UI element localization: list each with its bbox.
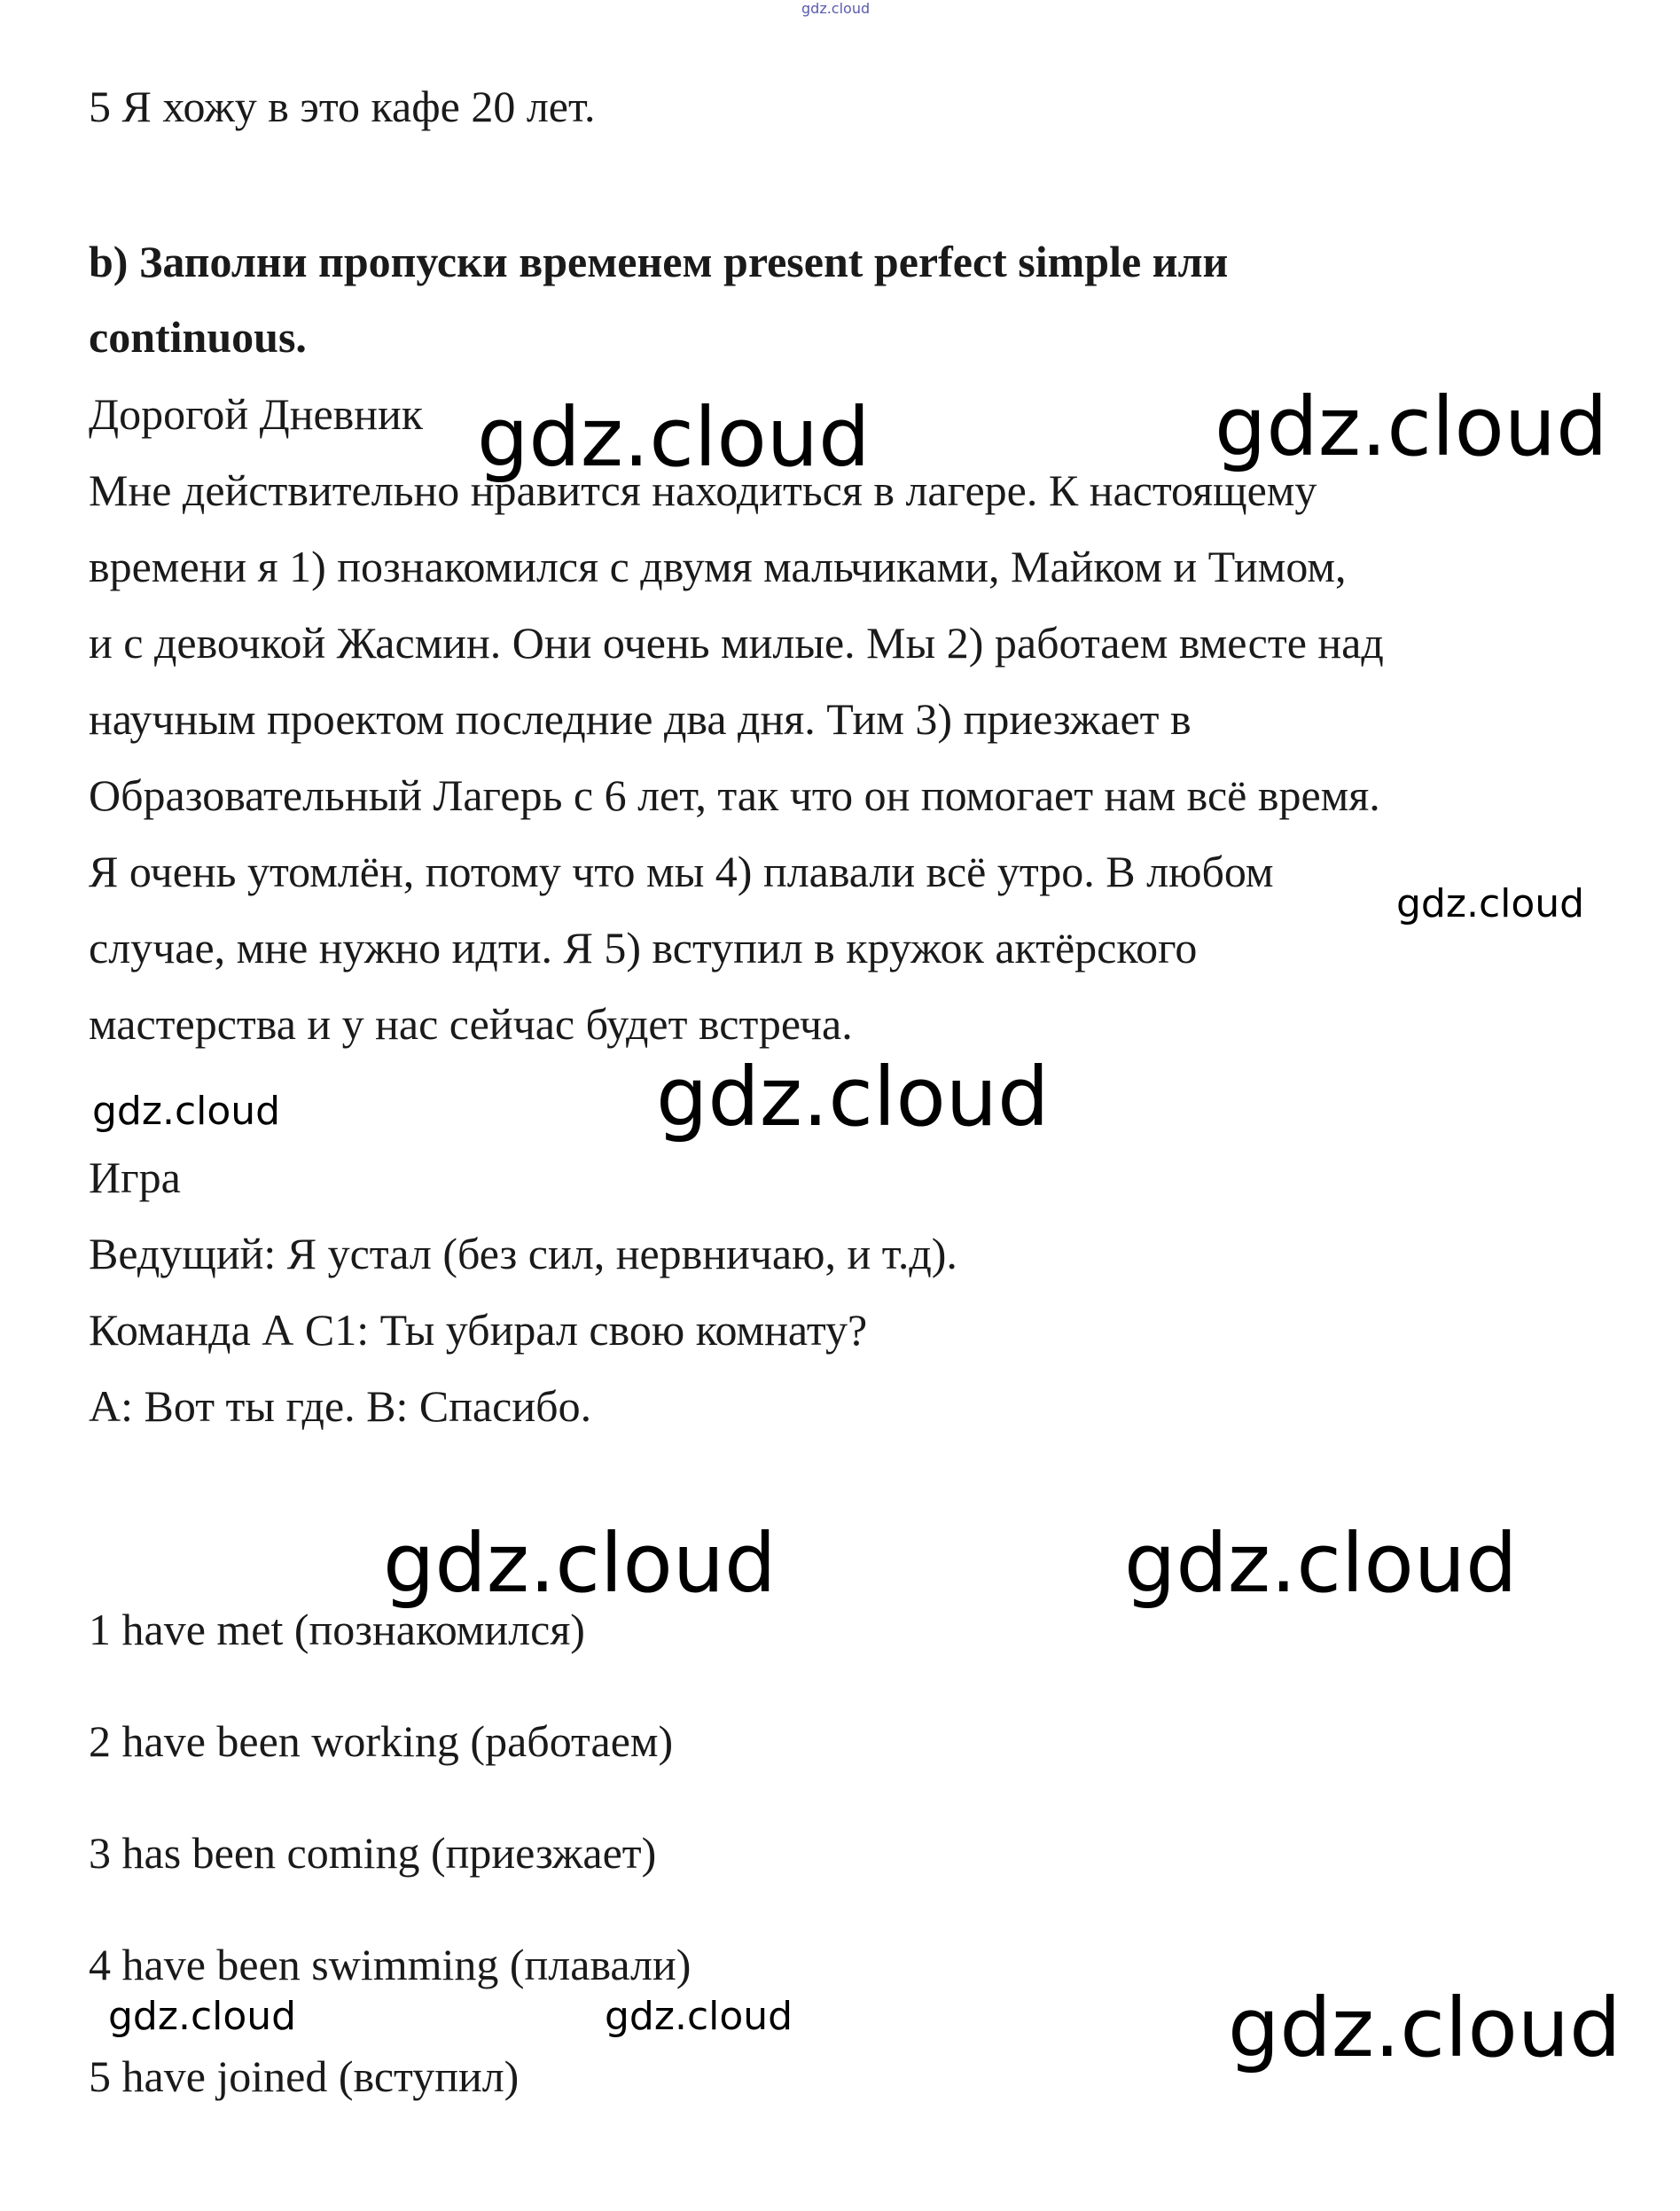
diary-line: времени я 1) познакомился с двумя мальчиками, Майком и Тимом, [89,542,1347,591]
watermark: gdz.cloud [92,1089,281,1134]
game-line: Ведущий: Я устал (без сил, нервничаю, и т.д). [89,1229,957,1278]
task-title-line-2: continuous. [89,312,307,362]
header-watermark: gdz.cloud [801,0,871,17]
game-line: Команда А С1: Ты убирал свою комнату? [89,1305,868,1355]
watermark: gdz.cloud [108,1994,297,2039]
sentence-5: 5 Я хожу в это кафе 20 лет. [89,82,596,131]
answer-item: 3 has been coming (приезжает) [89,1828,657,1878]
diary-line: Я очень утомлён, потому что мы 4) плавали всё утро. В любом [89,847,1274,896]
diary-line: Образовательный Лагерь с 6 лет, так что он помогает нам всё время. [89,770,1380,820]
answer-item: 5 have joined (вступил) [89,2051,520,2101]
task-title-line-1: b) Заполни пропуски временем present perfect simple или [89,237,1229,286]
watermark: gdz.cloud [605,1994,793,2039]
diary-line: мастерства и у нас сейчас будет встреча. [89,999,853,1049]
answer-item: 2 have been working (работаем) [89,1716,674,1766]
diary-line: Мне действительно нравится находиться в лагере. К настоящему [89,465,1317,515]
watermark: gdz.cloud [656,1050,1050,1145]
watermark: gdz.cloud [477,390,871,485]
game-title: Игра [89,1152,181,1202]
diary-line: научным проектом последние два дня. Тим 3) приезжает в [89,694,1192,744]
watermark: gdz.cloud [1396,881,1585,926]
game-line: А: Вот ты где. В: Спасибо. [89,1381,592,1431]
watermark: gdz.cloud [1215,379,1608,474]
watermark: gdz.cloud [1124,1516,1518,1611]
diary-line: и с девочкой Жасмин. Они очень милые. Мы 2) работаем вместе над [89,618,1384,668]
answer-item: 4 have been swimming (плавали) [89,1940,692,1989]
watermark: gdz.cloud [1228,1981,1621,2075]
diary-line: случае, мне нужно идти. Я 5) вступил в кружок актёрского [89,923,1198,973]
answer-item: 1 have met (познакомился) [89,1605,585,1654]
watermark: gdz.cloud [383,1516,777,1611]
diary-greeting: Дорогой Дневник [89,389,424,439]
